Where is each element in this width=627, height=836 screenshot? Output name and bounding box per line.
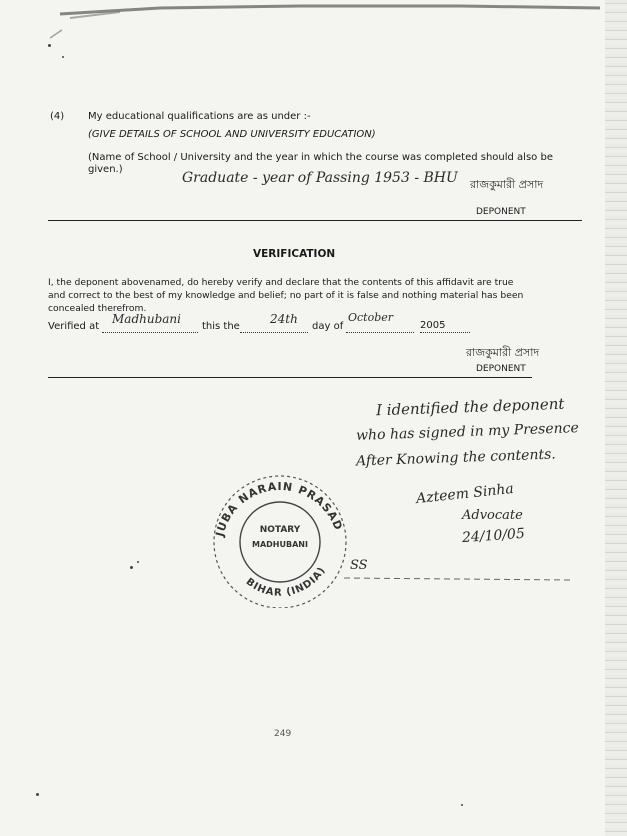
scan-speck: [130, 566, 133, 569]
section-subheading: (GIVE DETAILS OF SCHOOL AND UNIVERSITY EDUCATION): [88, 129, 376, 140]
scan-edge-right: [605, 0, 627, 836]
verified-at-label: Verified at: [48, 321, 100, 332]
verification-title: VERIFICATION: [253, 248, 336, 260]
section-divider: [48, 220, 582, 221]
verified-year: 2005: [420, 320, 446, 331]
notary-signature: Azteem Sinha: [415, 480, 515, 508]
page-number: 249: [274, 729, 292, 739]
notary-title: Advocate: [462, 508, 523, 523]
notary-note-line-2: who has signed in my Presence: [355, 420, 580, 444]
instruction-line-1: (Name of School / University and the year in which the course was completed should also be: [88, 152, 553, 163]
section-heading: My educational qualifications are as under :-: [88, 111, 311, 122]
instruction-line-2: given.): [88, 164, 123, 175]
stamp-ring-bottom: BIHAR (INDIA): [243, 564, 329, 599]
scan-speck: [36, 793, 39, 796]
scan-speck: [461, 804, 463, 806]
year-dotline: [420, 332, 470, 333]
stamp-center-line-2: MADHUBANI: [252, 540, 308, 549]
verified-month: October: [348, 311, 394, 324]
stamp-ring-top: JUBA NARAIN PRASAD: [213, 479, 346, 538]
this-the-label: this the: [202, 321, 240, 332]
scan-speck: [137, 561, 139, 563]
verified-at-dotline: [102, 332, 198, 333]
deponent-signature-1: রাজকুমারী প্রসাদ: [470, 178, 544, 191]
handwritten-qualification: Graduate - year of Passing 1953 - BHU: [182, 170, 458, 186]
scan-speck: [48, 44, 51, 47]
notary-note-line-3: After Knowing the contents.: [355, 446, 556, 470]
verification-divider: [48, 377, 532, 378]
deponent-label-1: DEPONENT: [476, 207, 526, 217]
verified-day: 24th: [270, 312, 298, 326]
verification-line-3: concealed therefrom.: [48, 303, 147, 314]
stamp-center-line-1: NOTARY: [259, 525, 301, 535]
day-dotline: [240, 332, 308, 333]
day-of-label: day of: [312, 321, 344, 332]
verification-line-1: I, the deponent abovenamed, do hereby verify and declare that the contents of this affidavit are true: [48, 277, 514, 288]
verified-at-place: Madhubani: [112, 312, 181, 326]
month-dotline: [346, 332, 414, 333]
scan-smudge-top: [40, 0, 610, 70]
verification-line-2: and correct to the best of my knowledge and belief; no part of it is false and nothing material has been: [48, 290, 524, 301]
notary-date: 24/10/05: [461, 525, 526, 547]
stamp-initials: SS: [350, 558, 368, 573]
deponent-signature-2: রাজকুমারী প্রসাদ: [466, 346, 540, 359]
scan-speck: [62, 56, 64, 58]
deponent-label-2: DEPONENT: [476, 364, 526, 374]
stamp-initials-underline: [340, 572, 580, 586]
section-number: (4): [50, 111, 65, 122]
notary-stamp: [200, 468, 360, 608]
notary-note-line-1: I identified the deponent: [375, 394, 565, 420]
